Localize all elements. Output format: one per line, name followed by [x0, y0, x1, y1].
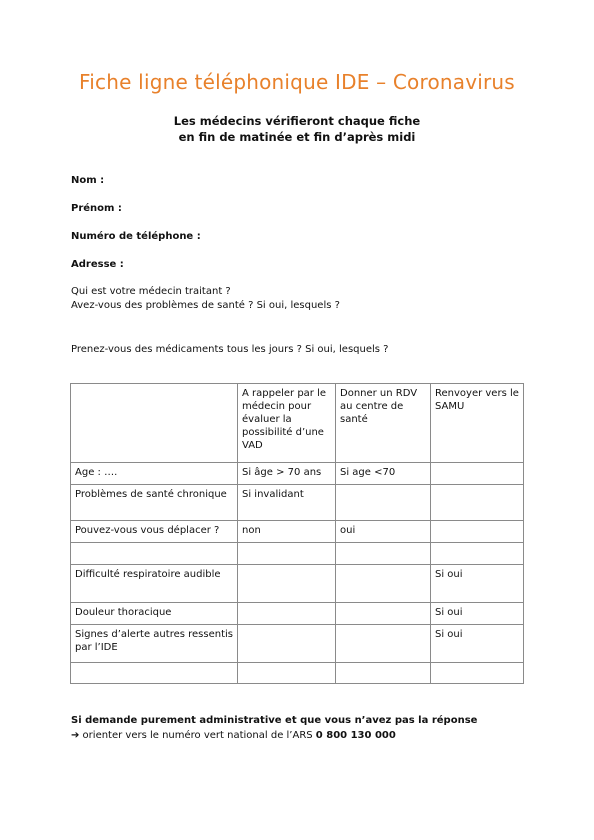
table-cell [71, 663, 238, 684]
table-row [71, 463, 524, 485]
field-telephone: Numéro de téléphone : [71, 231, 201, 242]
question-medicaments: Prenez-vous des médicaments tous les jours ? Si oui, lesquels ? [71, 344, 389, 355]
table-cell [431, 663, 524, 684]
table-cell: Si oui [431, 603, 524, 625]
triage-table [70, 383, 524, 684]
table-cell: Si oui [431, 565, 524, 603]
table-row [71, 521, 524, 543]
question-medecin: Qui est votre médecin traitant ? [71, 286, 231, 297]
table-cell: oui [336, 521, 431, 543]
table-cell: Age : …. [71, 463, 238, 485]
table-cell: Si age <70 [336, 463, 431, 485]
table-header-cell [71, 384, 238, 463]
field-nom: Nom : [71, 175, 105, 186]
page-subtitle [0, 113, 594, 145]
table-cell: Signes d’alerte autres ressentis par l’IDE [71, 625, 238, 663]
table-cell [336, 603, 431, 625]
table-header-cell: Donner un RDV au centre de santé [336, 384, 431, 463]
table-cell: Pouvez-vous vous déplacer ? [71, 521, 238, 543]
table-cell: Si âge > 70 ans [238, 463, 336, 485]
table-cell: Problèmes de santé chronique [71, 485, 238, 521]
table-row [71, 663, 524, 684]
subtitle-line-1: Les médecins vérifieront chaque fiche [173, 114, 421, 128]
table-cell: non [238, 521, 336, 543]
footer-line-1: Si demande purement administrative et que vous n’avez pas la réponse [71, 715, 478, 726]
table-row [71, 543, 524, 565]
table-cell: Si invalidant [238, 485, 336, 521]
table-header-cell: Renvoyer vers le SAMU [431, 384, 524, 463]
table-row [71, 603, 524, 625]
table-cell [336, 485, 431, 521]
table-row [71, 485, 524, 521]
footer-line-2 [71, 728, 477, 743]
table-cell [431, 463, 524, 485]
question-sante: Avez-vous des problèmes de santé ? Si oui, lesquels ? [71, 300, 340, 311]
page-title: Fiche ligne téléphonique IDE – Coronavirus [79, 70, 515, 94]
table-cell: Douleur thoracique [71, 603, 238, 625]
table-cell [238, 603, 336, 625]
table-header-cell: A rappeler par le médecin pour évaluer la possibilité d’une VAD [238, 384, 336, 463]
table-cell [431, 485, 524, 521]
table-cell [238, 663, 336, 684]
table-cell [336, 565, 431, 603]
table-row [71, 625, 524, 663]
table-row [71, 565, 524, 603]
field-adresse: Adresse : [71, 259, 124, 270]
table-cell [71, 543, 238, 565]
table-cell [431, 543, 524, 565]
footer-line-2-text: ➔ orienter vers le numéro vert national de l’ARS [71, 730, 316, 741]
table-cell [431, 521, 524, 543]
table-cell: Difficulté respiratoire audible [71, 565, 238, 603]
subtitle-line-2: en fin de matinée et fin d’après midi [178, 130, 416, 144]
table-cell: Si oui [431, 625, 524, 663]
footer-note [71, 713, 477, 743]
table-cell [238, 625, 336, 663]
table-cell [238, 543, 336, 565]
table-cell [238, 565, 336, 603]
table-cell [336, 663, 431, 684]
hotline-number: 0 800 130 000 [315, 730, 396, 741]
field-prenom: Prénom : [71, 203, 122, 214]
table-cell [336, 625, 431, 663]
table-header-row [71, 384, 524, 463]
table-cell [336, 543, 431, 565]
